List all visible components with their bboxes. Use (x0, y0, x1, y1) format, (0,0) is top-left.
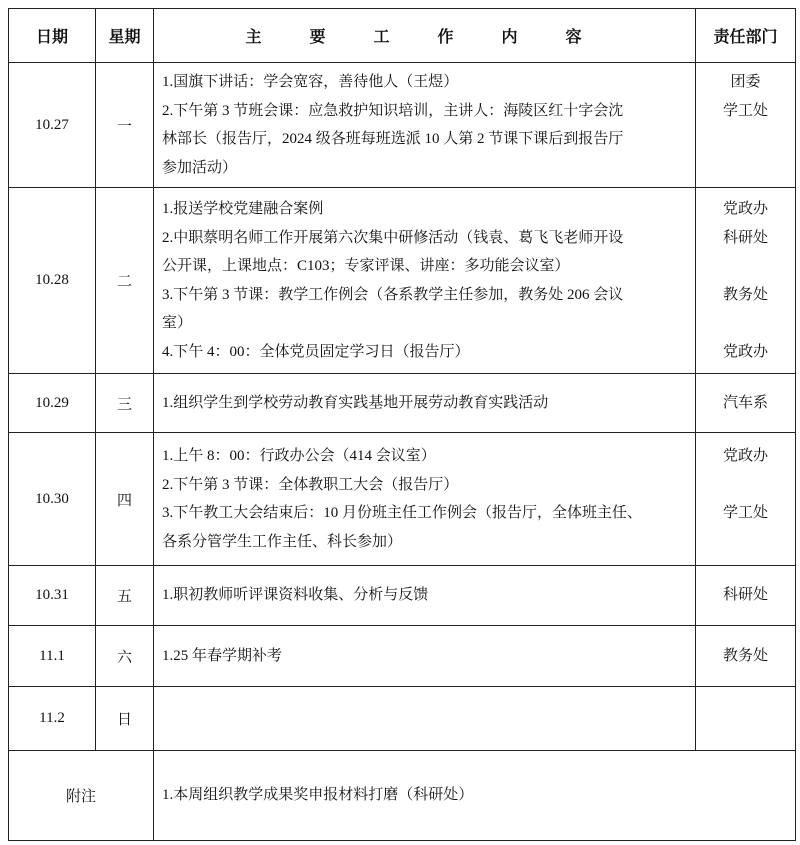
dept-line: 党政办 (722, 448, 768, 464)
dept-cell (696, 626, 796, 687)
dept-line: 科研处 (722, 587, 768, 604)
date-cell: 10.28 (9, 188, 96, 374)
weekday-cell: 五 (96, 566, 154, 626)
table-row (9, 626, 796, 687)
date-cell: 10.29 (9, 374, 96, 433)
table-row (9, 566, 796, 626)
content-line: 公开课，上课地点：C103；专家评课、讲座：多功能会议室） (162, 258, 570, 274)
dept-line (704, 154, 787, 183)
note-line: 1.本周组织教学成果奖申报材料打磨（科研处） (162, 787, 474, 804)
content-line: 各系分管学生工作主任、科长参加） (162, 533, 403, 550)
content-line: 林部长（报告厅，2024 级各班每班选派 10 人第 2 节课下课后到报告厅 (162, 131, 624, 147)
note-content (154, 751, 796, 841)
content-line: 1.国旗下讲话：学会宽容，善待他人（王煜） (162, 74, 459, 90)
content-cell (154, 626, 696, 687)
dept-cell (696, 433, 796, 566)
content-cell (154, 687, 696, 751)
dept-cell (696, 63, 796, 188)
date-cell: 11.1 (9, 626, 96, 687)
weekday-cell: 四 (96, 433, 154, 566)
table-row (9, 63, 796, 188)
dept-cell (696, 687, 796, 751)
dept-line (704, 125, 787, 154)
weekday-cell: 一 (96, 63, 154, 188)
dept-line: 党政办 (722, 201, 768, 217)
date-cell: 10.31 (9, 566, 96, 626)
content-line: 1.报送学校党建融合案例 (162, 201, 324, 217)
content-line: 1.25 年春学期补考 (162, 647, 283, 664)
content-cell (154, 188, 696, 374)
table-row (9, 687, 796, 751)
weekly-schedule-table (8, 8, 796, 841)
note-row (9, 751, 796, 841)
content-line: 2.中职蔡明名师工作开展第六次集中研修活动（钱袁、葛飞飞老师开设 (162, 229, 624, 246)
date-cell: 10.30 (9, 433, 96, 566)
dept-line (704, 528, 787, 557)
weekday-cell: 六 (96, 626, 154, 687)
dept-cell (696, 566, 796, 626)
table-row (9, 374, 796, 433)
header-row (9, 9, 796, 63)
content-line: 1.组织学生到学校劳动教育实践基地开展劳动教育实践活动 (162, 394, 549, 411)
table-row (9, 188, 796, 374)
content-line: 2.下午第 3 节班会课：应急救护知识培训，主讲人：海陵区红十字会沈 (162, 102, 624, 119)
content-cell (154, 433, 696, 566)
date-cell: 10.27 (9, 63, 96, 188)
dept-line: 学工处 (722, 102, 768, 119)
weekday-cell: 日 (96, 687, 154, 751)
header-date: 日期 (9, 9, 96, 63)
dept-line: 党政办 (722, 343, 768, 360)
weekday-cell: 三 (96, 374, 154, 433)
content-line: 3.下午第 3 节课：教学工作例会（各系教学主任参加，教务处 206 会议 (162, 286, 624, 303)
content-line: 4.下午 4：00：全体党员固定学习日（报告厅） (162, 343, 470, 360)
dept-line (704, 309, 787, 338)
dept-line: 团委 (730, 74, 761, 90)
content-line: 参加活动） (162, 159, 238, 176)
header-content: 主 要 工 作 内 容 (154, 9, 696, 63)
content-line: 1.上午 8：00：行政办公会（414 会议室） (162, 448, 436, 464)
dept-cell (696, 188, 796, 374)
date-cell: 11.2 (9, 687, 96, 751)
dept-line: 科研处 (722, 229, 768, 246)
weekday-cell: 二 (96, 188, 154, 374)
content-line: 室） (162, 315, 193, 331)
dept-line (704, 471, 787, 500)
dept-line: 教务处 (722, 286, 768, 303)
dept-line: 汽车系 (722, 394, 768, 411)
content-line: 2.下午第 3 节课：全体教职工大会（报告厅） (162, 476, 459, 493)
table-row (9, 433, 796, 566)
note-label: 附注 (9, 751, 154, 841)
content-cell (154, 63, 696, 188)
dept-line (704, 252, 787, 281)
dept-cell (696, 374, 796, 433)
dept-line: 教务处 (722, 647, 768, 664)
header-weekday: 星期 (96, 9, 154, 63)
content-line: 1.职初教师听评课资料收集、分析与反馈 (162, 587, 429, 604)
content-line: 3.下午教工大会结束后：10 月份班主任工作例会（报告厅，全体班主任、 (162, 505, 643, 521)
dept-line: 学工处 (722, 505, 768, 521)
content-cell (154, 374, 696, 433)
header-dept: 责任部门 (696, 9, 796, 63)
content-cell (154, 566, 696, 626)
